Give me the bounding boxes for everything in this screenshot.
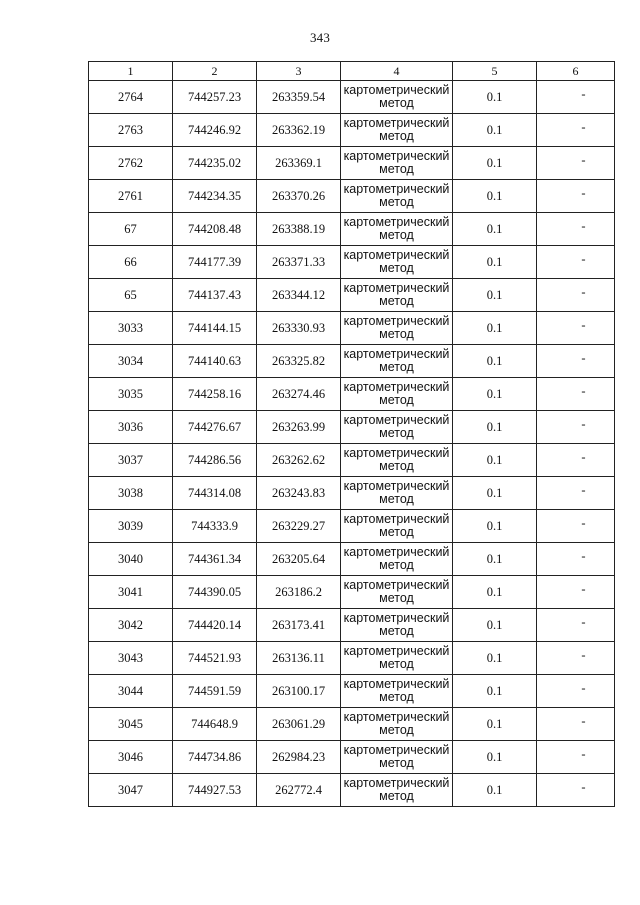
method-cell [341,114,453,147]
point-number-cell: 3045 [89,708,173,741]
accuracy-cell: 0.1 [453,147,537,180]
point-number-cell: 3039 [89,510,173,543]
method-line: картометрический [343,644,450,658]
point-number-cell: 2763 [89,114,173,147]
point-number-cell: 3036 [89,411,173,444]
note-value: - [581,153,586,167]
note-value: - [581,450,586,464]
note-cell [537,477,615,510]
note-value: - [581,714,586,728]
y-coordinate-cell: 263370.26 [257,180,341,213]
method-cell [341,345,453,378]
table-row [89,543,615,576]
table-row [89,213,615,246]
x-coordinate-cell: 744361.34 [173,543,257,576]
note-value: - [581,780,586,794]
point-number-cell: 3042 [89,609,173,642]
method-line: метод [379,723,414,737]
note-value: - [581,87,586,101]
note-value: - [581,318,586,332]
method-line: метод [379,558,414,572]
method-line: метод [379,261,414,275]
x-coordinate-cell: 744208.48 [173,213,257,246]
y-coordinate-cell: 263061.29 [257,708,341,741]
method-line: картометрический [343,677,450,691]
method-cell [341,675,453,708]
note-cell [537,609,615,642]
note-cell [537,444,615,477]
column-header: 4 [341,62,453,81]
y-coordinate-cell: 263263.99 [257,411,341,444]
note-cell [537,774,615,807]
y-coordinate-cell: 263371.33 [257,246,341,279]
note-cell [537,543,615,576]
x-coordinate-cell: 744521.93 [173,642,257,675]
method-cell [341,774,453,807]
note-value: - [581,186,586,200]
point-number-cell: 3034 [89,345,173,378]
note-value: - [581,681,586,695]
x-coordinate-cell: 744276.67 [173,411,257,444]
x-coordinate-cell: 744246.92 [173,114,257,147]
method-line: картометрический [343,413,450,427]
accuracy-cell: 0.1 [453,114,537,147]
table-body [89,81,615,807]
y-coordinate-cell: 263369.1 [257,147,341,180]
table-row [89,378,615,411]
x-coordinate-cell: 744420.14 [173,609,257,642]
x-coordinate-cell: 744257.23 [173,81,257,114]
note-value: - [581,252,586,266]
accuracy-cell: 0.1 [453,576,537,609]
table-row [89,741,615,774]
method-line: метод [379,129,414,143]
method-cell [341,81,453,114]
accuracy-cell: 0.1 [453,477,537,510]
note-value: - [581,483,586,497]
method-line: метод [379,327,414,341]
y-coordinate-cell: 263344.12 [257,279,341,312]
x-coordinate-cell: 744286.56 [173,444,257,477]
table-row [89,345,615,378]
y-coordinate-cell: 263229.27 [257,510,341,543]
point-number-cell: 3044 [89,675,173,708]
method-line: метод [379,690,414,704]
method-line: картометрический [343,281,450,295]
table-row [89,411,615,444]
x-coordinate-cell: 744927.53 [173,774,257,807]
method-line: метод [379,294,414,308]
table-row [89,81,615,114]
accuracy-cell: 0.1 [453,279,537,312]
point-number-cell: 3047 [89,774,173,807]
method-line: метод [379,525,414,539]
method-line: картометрический [343,380,450,394]
point-number-cell: 2764 [89,81,173,114]
column-header: 1 [89,62,173,81]
accuracy-cell: 0.1 [453,642,537,675]
note-value: - [581,384,586,398]
method-line: метод [379,228,414,242]
y-coordinate-cell: 263359.54 [257,81,341,114]
accuracy-cell: 0.1 [453,81,537,114]
method-cell [341,279,453,312]
point-number-cell: 3033 [89,312,173,345]
y-coordinate-cell: 263274.46 [257,378,341,411]
point-number-cell: 3037 [89,444,173,477]
point-number-cell: 3038 [89,477,173,510]
table-row [89,642,615,675]
note-value: - [581,285,586,299]
method-line: картометрический [343,710,450,724]
method-line: картометрический [343,347,450,361]
method-line: метод [379,756,414,770]
accuracy-cell: 0.1 [453,180,537,213]
x-coordinate-cell: 744144.15 [173,312,257,345]
accuracy-cell: 0.1 [453,675,537,708]
note-cell [537,147,615,180]
method-line: метод [379,393,414,407]
table-row [89,279,615,312]
method-line: картометрический [343,182,450,196]
accuracy-cell: 0.1 [453,510,537,543]
note-cell [537,411,615,444]
method-line: картометрический [343,776,450,790]
accuracy-cell: 0.1 [453,378,537,411]
method-line: метод [379,162,414,176]
x-coordinate-cell: 744177.39 [173,246,257,279]
method-cell [341,510,453,543]
y-coordinate-cell: 263186.2 [257,576,341,609]
note-value: - [581,648,586,662]
method-cell [341,246,453,279]
note-value: - [581,120,586,134]
method-line: картометрический [343,611,450,625]
point-number-cell: 65 [89,279,173,312]
table-row [89,774,615,807]
accuracy-cell: 0.1 [453,411,537,444]
note-value: - [581,417,586,431]
x-coordinate-cell: 744734.86 [173,741,257,774]
accuracy-cell: 0.1 [453,444,537,477]
table-row [89,708,615,741]
table-header-row [89,62,615,81]
y-coordinate-cell: 263136.11 [257,642,341,675]
accuracy-cell: 0.1 [453,246,537,279]
table-row [89,444,615,477]
method-cell [341,312,453,345]
note-cell [537,246,615,279]
note-cell [537,81,615,114]
method-line: картометрический [343,512,450,526]
note-cell [537,279,615,312]
y-coordinate-cell: 263243.83 [257,477,341,510]
y-coordinate-cell: 263330.93 [257,312,341,345]
note-value: - [581,747,586,761]
note-value: - [581,351,586,365]
note-value: - [581,516,586,530]
note-value: - [581,549,586,563]
method-line: метод [379,459,414,473]
y-coordinate-cell: 263100.17 [257,675,341,708]
y-coordinate-cell: 262984.23 [257,741,341,774]
method-line: картометрический [343,149,450,163]
method-cell [341,147,453,180]
note-cell [537,213,615,246]
method-line: картометрический [343,446,450,460]
table-row [89,312,615,345]
method-cell [341,477,453,510]
method-cell [341,543,453,576]
method-line: метод [379,360,414,374]
column-header: 6 [537,62,615,81]
column-header: 5 [453,62,537,81]
y-coordinate-cell: 263362.19 [257,114,341,147]
note-cell [537,642,615,675]
accuracy-cell: 0.1 [453,774,537,807]
method-cell [341,576,453,609]
table-row [89,180,615,213]
method-line: метод [379,492,414,506]
method-cell [341,444,453,477]
y-coordinate-cell: 263388.19 [257,213,341,246]
method-line: картометрический [343,248,450,262]
note-value: - [581,219,586,233]
x-coordinate-cell: 744314.08 [173,477,257,510]
method-line: картометрический [343,578,450,592]
method-line: метод [379,657,414,671]
accuracy-cell: 0.1 [453,609,537,642]
point-number-cell: 2762 [89,147,173,180]
table-row [89,246,615,279]
y-coordinate-cell: 263205.64 [257,543,341,576]
method-line: картометрический [343,545,450,559]
method-line: метод [379,195,414,209]
note-cell [537,675,615,708]
method-line: картометрический [343,743,450,757]
x-coordinate-cell: 744648.9 [173,708,257,741]
table-row [89,147,615,180]
x-coordinate-cell: 744235.02 [173,147,257,180]
x-coordinate-cell: 744591.59 [173,675,257,708]
y-coordinate-cell: 263173.41 [257,609,341,642]
column-header: 3 [257,62,341,81]
point-number-cell: 67 [89,213,173,246]
method-cell [341,708,453,741]
y-coordinate-cell: 263325.82 [257,345,341,378]
point-number-cell: 3043 [89,642,173,675]
point-number-cell: 3040 [89,543,173,576]
note-cell [537,510,615,543]
method-cell [341,642,453,675]
method-line: картометрический [343,83,450,97]
accuracy-cell: 0.1 [453,741,537,774]
method-line: метод [379,426,414,440]
x-coordinate-cell: 744390.05 [173,576,257,609]
note-cell [537,345,615,378]
method-cell [341,213,453,246]
method-line: метод [379,96,414,110]
method-cell [341,609,453,642]
accuracy-cell: 0.1 [453,213,537,246]
method-cell [341,741,453,774]
point-number-cell: 3041 [89,576,173,609]
note-cell [537,114,615,147]
note-cell [537,180,615,213]
x-coordinate-cell: 744258.16 [173,378,257,411]
x-coordinate-cell: 744333.9 [173,510,257,543]
column-header: 2 [173,62,257,81]
table-row [89,576,615,609]
accuracy-cell: 0.1 [453,345,537,378]
note-cell [537,708,615,741]
method-line: картометрический [343,314,450,328]
y-coordinate-cell: 262772.4 [257,774,341,807]
note-cell [537,741,615,774]
table-row [89,477,615,510]
note-cell [537,312,615,345]
y-coordinate-cell: 263262.62 [257,444,341,477]
note-value: - [581,582,586,596]
accuracy-cell: 0.1 [453,312,537,345]
point-number-cell: 3035 [89,378,173,411]
point-number-cell: 2761 [89,180,173,213]
point-number-cell: 3046 [89,741,173,774]
method-line: картометрический [343,215,450,229]
x-coordinate-cell: 744234.35 [173,180,257,213]
accuracy-cell: 0.1 [453,543,537,576]
point-number-cell: 66 [89,246,173,279]
coordinates-table [88,61,615,807]
method-line: картометрический [343,116,450,130]
table-row [89,510,615,543]
method-line: метод [379,789,414,803]
method-cell [341,180,453,213]
method-line: метод [379,624,414,638]
table-row [89,114,615,147]
method-cell [341,411,453,444]
page-number: 343 [309,30,331,45]
x-coordinate-cell: 744137.43 [173,279,257,312]
method-line: картометрический [343,479,450,493]
accuracy-cell: 0.1 [453,708,537,741]
note-cell [537,576,615,609]
table-row [89,609,615,642]
method-line: метод [379,591,414,605]
x-coordinate-cell: 744140.63 [173,345,257,378]
note-value: - [581,615,586,629]
table-row [89,675,615,708]
method-cell [341,378,453,411]
note-cell [537,378,615,411]
